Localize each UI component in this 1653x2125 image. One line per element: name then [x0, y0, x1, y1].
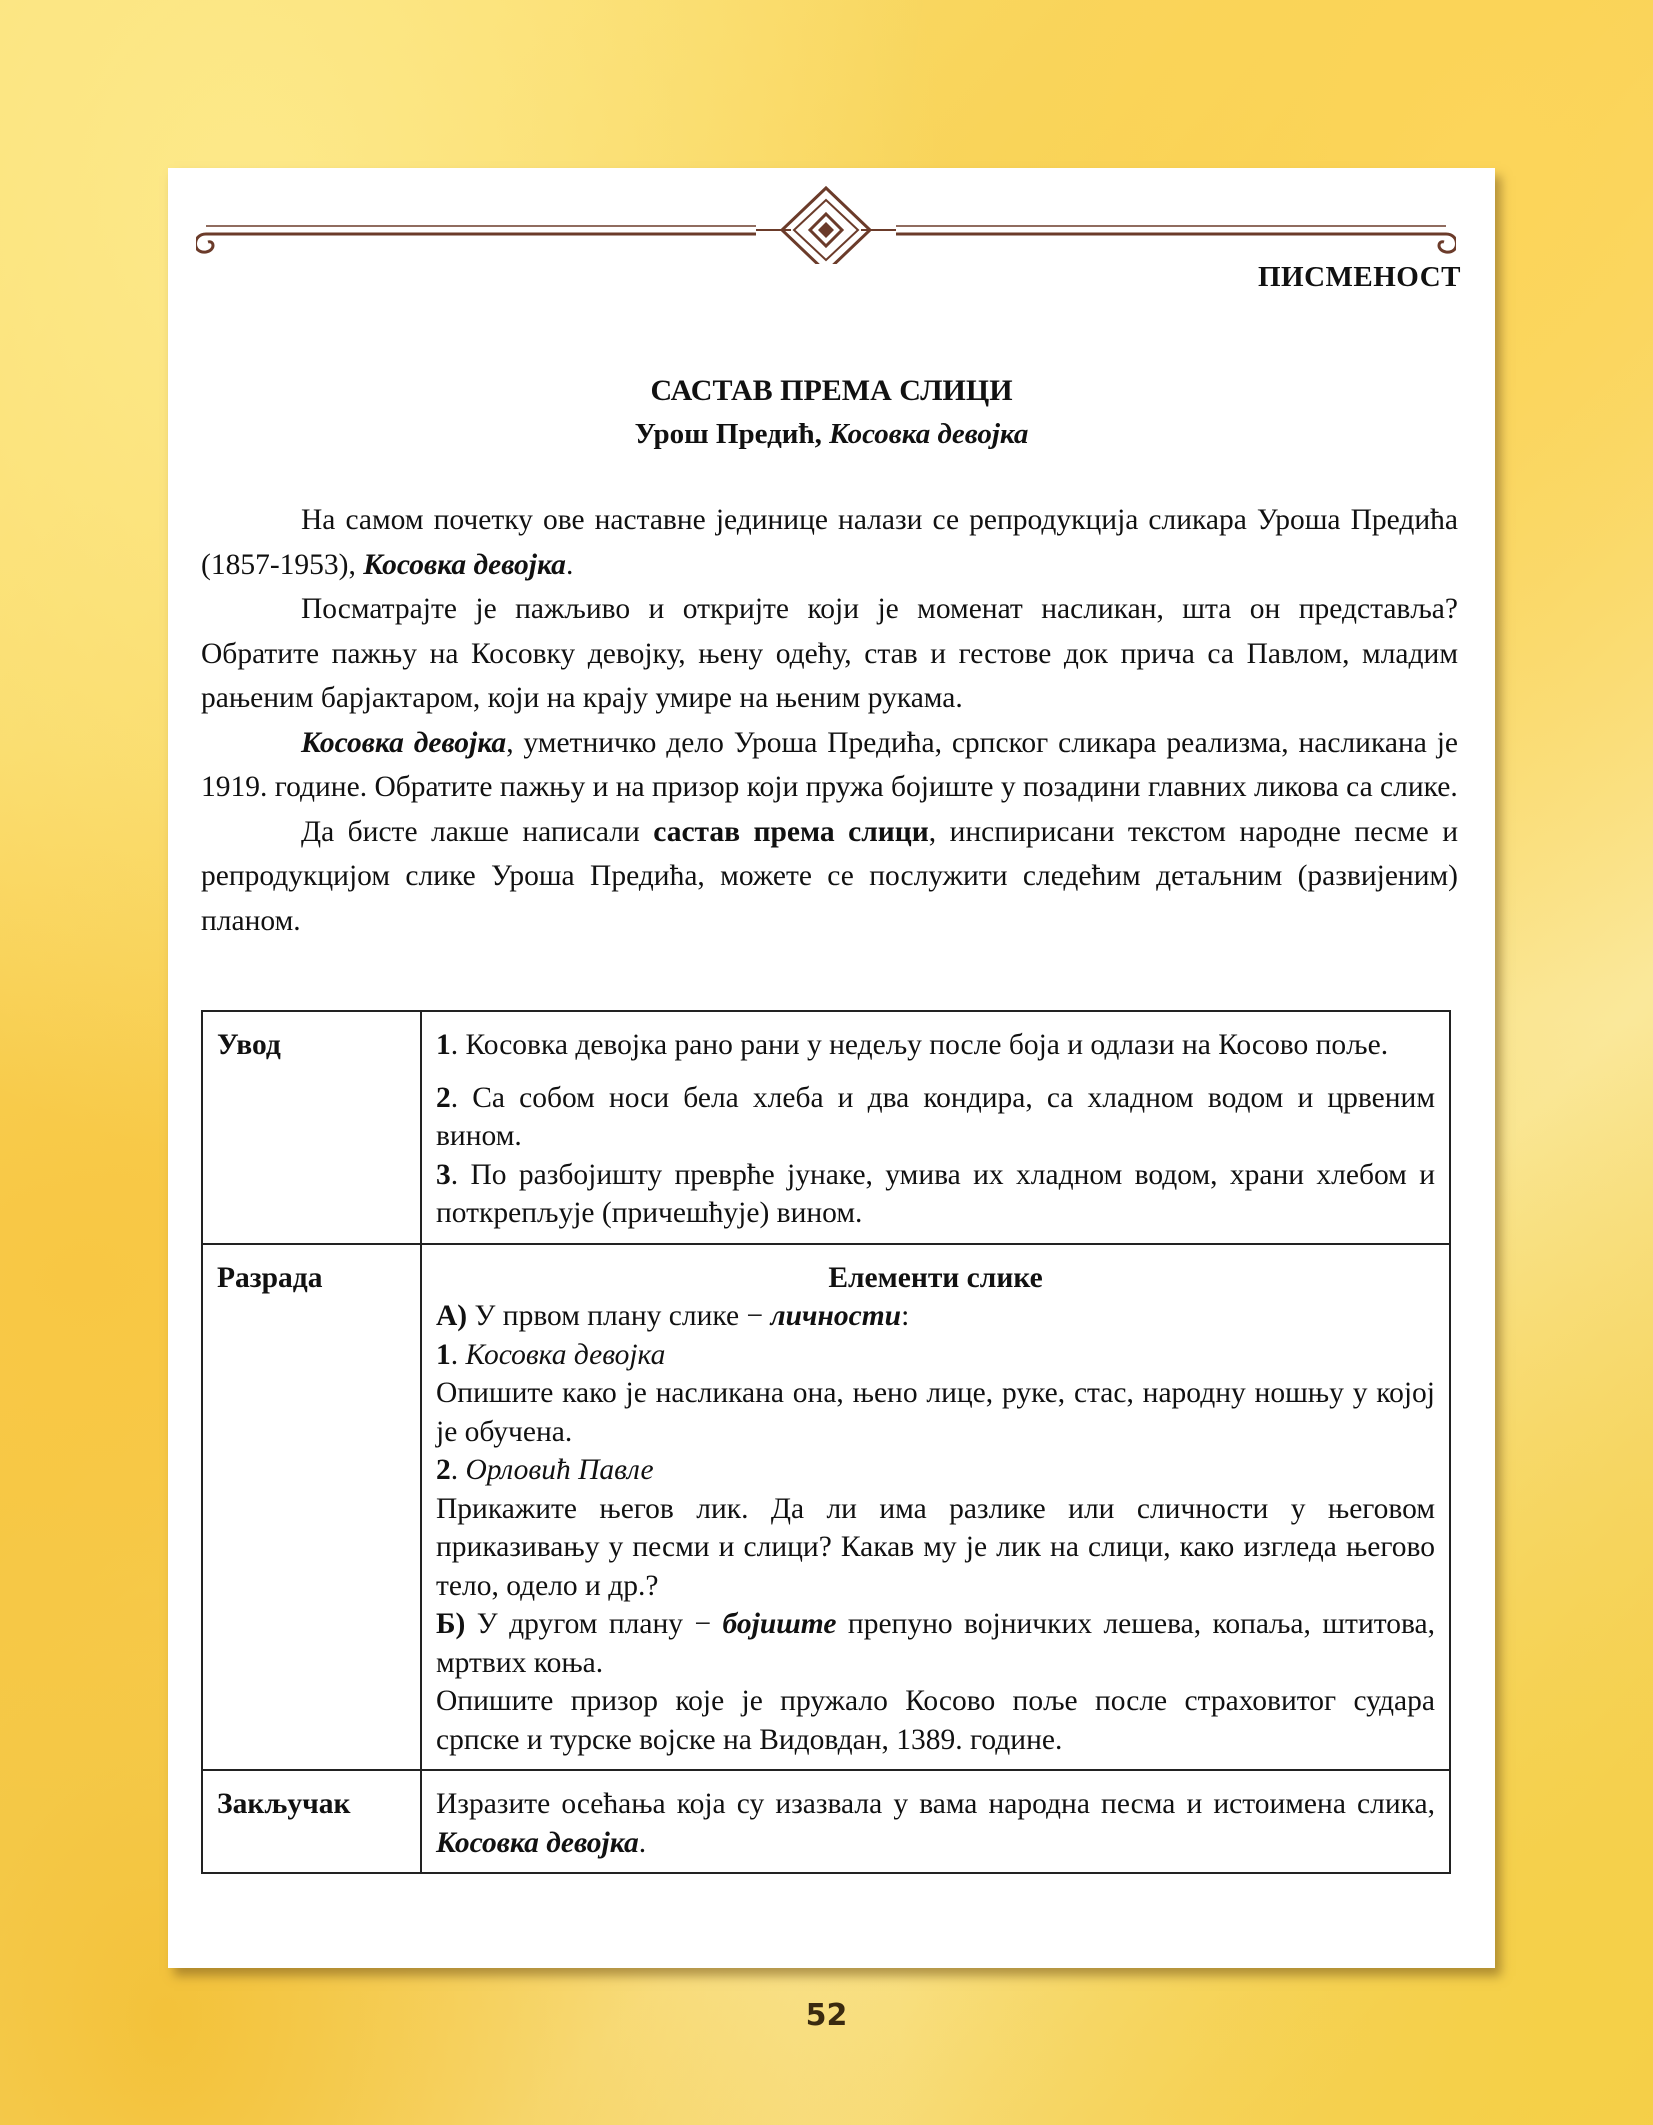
- bold-term: састав према слици: [653, 815, 929, 848]
- row-content-body: [421, 1244, 1450, 1771]
- item-text: У другом плану −: [465, 1608, 723, 1640]
- list-item: [436, 1605, 1435, 1682]
- item-number: 2: [436, 1081, 451, 1114]
- row-content-intro: [421, 1011, 1450, 1244]
- table-row: [202, 1770, 1450, 1873]
- paragraph-text: .: [565, 548, 574, 581]
- intro-text: [201, 498, 1458, 943]
- paragraph-text: На самом почетку ове наставне јединице налази се репродукција сликара Уроша Предића (1857-1953),: [201, 504, 1458, 581]
- item-text: Изразите осећања која су изазвала у вама народна песма и истоимена слика,: [436, 1788, 1435, 1820]
- page-sheet: [168, 168, 1495, 1968]
- item-text: . Са собом носи бела хлеба и два кондира, са хладном водом и црвеним вином.: [436, 1081, 1435, 1152]
- item-text: .: [450, 1338, 466, 1371]
- page-subtitle: [168, 418, 1495, 451]
- item-text: . Косовка девојка рано рани у недељу после боја и одлази на Косово поље.: [450, 1029, 1389, 1061]
- character-name: Косовка девојка: [465, 1338, 666, 1371]
- paragraph-4: [201, 810, 1458, 944]
- subtitle-work: Косовка девојка: [829, 418, 1029, 450]
- painting-title: Косовка девојка: [301, 726, 507, 759]
- paragraph-text: , уметничко дело Уроша Предића, српског сликара реализма, насликана је 1919. године. Обратите пажњу и на призор који пружа бојиште у позадини главних ликова са слике.: [201, 726, 1458, 803]
- item-text: .: [450, 1454, 466, 1486]
- essay-plan-table: [201, 1010, 1451, 1874]
- item-emphasis: личности: [770, 1300, 902, 1332]
- paragraph-text: , инспирисани текстом народне песме и репродукцијом слике Уроша Предића, можете се послужити следећим детаљним (развијеним) планом.: [201, 815, 1458, 937]
- row-head-conclusion: Закључак: [202, 1770, 421, 1873]
- section-label: ПИСМЕНОСТ: [1257, 261, 1461, 293]
- row-head-body: Разрада: [202, 1244, 421, 1771]
- list-item: [436, 1451, 1435, 1490]
- paragraph-3: [201, 721, 1458, 810]
- row-head-intro: Увод: [202, 1011, 421, 1244]
- item-number: 2: [436, 1454, 451, 1486]
- page-title: САСТАВ ПРЕМА СЛИЦИ: [650, 374, 1013, 407]
- paragraph-1: [201, 498, 1458, 587]
- item-number: 1: [436, 1029, 451, 1061]
- item-emphasis: бојиште: [722, 1608, 837, 1640]
- list-item: [436, 1079, 1435, 1156]
- subtitle-author: Урош Предић,: [634, 418, 822, 450]
- item-text: препуно војничких лешева, копаља, штитова, мртвих коња.: [436, 1608, 1435, 1679]
- list-item: [436, 1297, 1435, 1336]
- item-text: :: [901, 1300, 910, 1332]
- item-number: 1: [436, 1338, 451, 1371]
- paragraph-text: Да бисте лакше написали: [301, 815, 654, 848]
- list-item: Опишите призор које је пружало Косово поље после страховитог судара српске и турске војске на Видовдан, 1389. године.: [436, 1685, 1435, 1756]
- table-row: [202, 1011, 1450, 1244]
- item-label: А): [436, 1300, 468, 1332]
- list-item: Опишите како је насликана она, њено лице, руке, стас, народну ношњу у којој је обучена.: [436, 1377, 1435, 1448]
- row-content-conclusion: [421, 1770, 1450, 1873]
- page-number: 52: [805, 1998, 848, 2033]
- list-item: [436, 1026, 1435, 1065]
- list-item: Прикажите његов лик. Да ли има разлике или сличности у његовом приказивању у песми и слици? Какав му је лик на слици, како изгледа његово тело, одело и др.?: [436, 1492, 1435, 1602]
- item-text: У првом плану слике −: [467, 1300, 771, 1332]
- decorative-ornament: [196, 174, 1456, 264]
- table-row: [202, 1244, 1450, 1771]
- list-item: [436, 1336, 1435, 1375]
- character-name: Орловић Павле: [465, 1454, 654, 1486]
- painting-title: Косовка девојка: [436, 1826, 639, 1859]
- elements-heading: Елементи слике: [828, 1261, 1043, 1294]
- item-number: 3: [436, 1158, 451, 1191]
- item-text: . По разбојишту преврће јунаке, умива их хладном водом, храни хлебом и поткрепљује (причешћује) вином.: [436, 1158, 1435, 1229]
- item-label: Б): [436, 1608, 466, 1640]
- list-item: [436, 1156, 1435, 1233]
- paragraph-2: Посматрајте је пажљиво и откријте који је моменат насликан, шта он представља? Обратите пажњу на Косовку девојку, њену одећу, став и гестове док прича са Павлом, младим рањеним барјактаром, који на крају умире на њеним рукама.: [201, 593, 1458, 714]
- painting-title: Косовка девојка: [363, 548, 566, 581]
- item-text: .: [638, 1826, 647, 1859]
